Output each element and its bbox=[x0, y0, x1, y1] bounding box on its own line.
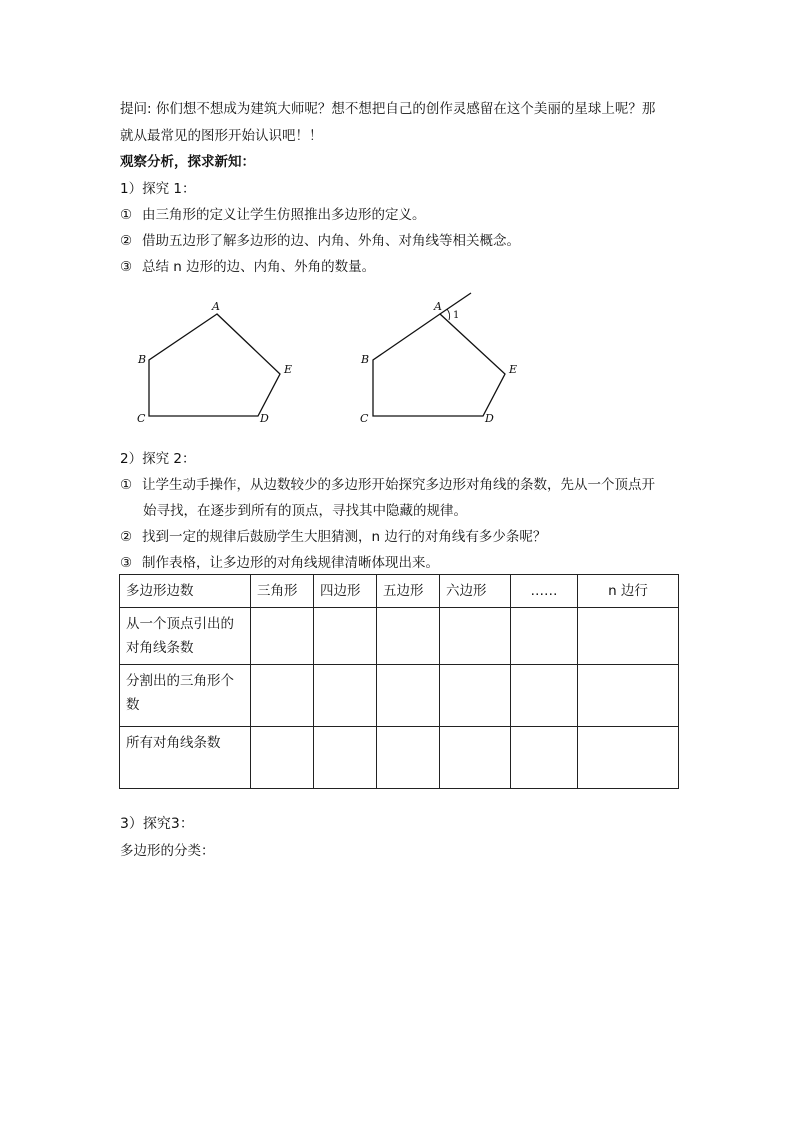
header-cell: 多边形边数 bbox=[120, 575, 251, 608]
empty-cell bbox=[440, 727, 511, 789]
section-heading: 观察分析，探求新知： bbox=[120, 154, 255, 170]
row-label-line: 数 bbox=[126, 697, 140, 713]
empty-cell bbox=[314, 665, 377, 727]
diagonal-table bbox=[119, 574, 679, 789]
angle-arc bbox=[447, 309, 450, 320]
item-mark: ② bbox=[120, 529, 133, 545]
table-row bbox=[120, 665, 679, 727]
pentagon-outline bbox=[149, 314, 280, 416]
pentagon-figure-1 bbox=[128, 292, 318, 432]
vertex-label-c: C bbox=[137, 412, 146, 425]
row-label bbox=[120, 727, 251, 789]
empty-cell bbox=[377, 608, 440, 665]
explore3-title: 3）探究3： bbox=[120, 816, 194, 832]
header-cell: …… bbox=[511, 575, 578, 608]
item-mark: ③ bbox=[120, 259, 133, 275]
row-label bbox=[120, 665, 251, 727]
explore2-item-2 bbox=[120, 528, 546, 546]
item-text: 由三角形的定义让学生仿照推出多边形的定义。 bbox=[142, 207, 426, 223]
vertex-label-e: E bbox=[284, 363, 293, 376]
explore1-item-3 bbox=[120, 258, 375, 276]
empty-cell bbox=[314, 727, 377, 789]
table-row bbox=[120, 727, 679, 789]
intro-line-1: 提问: 你们想不想成为建筑大师呢？想不想把自己的创作灵感留在这个美丽的星球上呢？那 bbox=[120, 101, 656, 117]
header-cell: 六边形 bbox=[440, 575, 511, 608]
vertex-label-e: E bbox=[509, 363, 518, 376]
empty-cell bbox=[578, 665, 679, 727]
item-text: 借助五边形了解多边形的边、内角、外角、对角线等相关概念。 bbox=[142, 233, 520, 249]
vertex-label-b: B bbox=[138, 353, 147, 366]
item-text: 找到一定的规律后鼓励学生大胆猜测，n 边行的对角线有多少条呢？ bbox=[142, 529, 547, 545]
row-label-line: 分割出的三角形个 bbox=[126, 673, 234, 689]
header-cell: 四边形 bbox=[314, 575, 377, 608]
vertex-label-c: C bbox=[360, 412, 369, 425]
item-text: 总结 n 边形的边、内角、外角的数量。 bbox=[142, 259, 376, 275]
empty-cell bbox=[314, 608, 377, 665]
header-cell: n 边行 bbox=[578, 575, 679, 608]
header-cell: 三角形 bbox=[251, 575, 314, 608]
item-mark: ③ bbox=[120, 555, 133, 571]
empty-cell bbox=[377, 665, 440, 727]
empty-cell bbox=[578, 608, 679, 665]
empty-cell bbox=[251, 608, 314, 665]
vertex-label-d: D bbox=[485, 412, 494, 425]
vertex-label-d: D bbox=[260, 412, 269, 425]
vertex-label-a: A bbox=[434, 300, 442, 313]
item-mark: ① bbox=[120, 207, 133, 223]
row-label-line: 对角线条数 bbox=[126, 640, 194, 656]
pentagon-figure-2 bbox=[350, 292, 540, 432]
explore3-subtitle: 多边形的分类： bbox=[120, 843, 215, 859]
empty-cell bbox=[377, 727, 440, 789]
table-row bbox=[120, 608, 679, 665]
explore1-item-1 bbox=[120, 206, 426, 224]
explore1-title: 1）探究 1： bbox=[120, 181, 196, 197]
item-mark: ① bbox=[120, 477, 133, 493]
item-text: 制作表格，让多边形的对角线规律清晰体现出来。 bbox=[142, 555, 439, 571]
explore1-item-2 bbox=[120, 232, 520, 250]
empty-cell bbox=[511, 608, 578, 665]
empty-cell bbox=[440, 608, 511, 665]
explore2-item-1-line-1 bbox=[120, 476, 655, 494]
vertex-label-b: B bbox=[361, 353, 370, 366]
empty-cell bbox=[251, 727, 314, 789]
empty-cell bbox=[511, 665, 578, 727]
angle-label-1: 1 bbox=[453, 310, 460, 321]
item-mark: ② bbox=[120, 233, 133, 249]
row-label bbox=[120, 608, 251, 665]
item-text: 让学生动手操作，从边数较少的多边形开始探究多边形对角线的条数，先从一个顶点开 bbox=[142, 477, 655, 493]
empty-cell bbox=[440, 665, 511, 727]
vertex-label-a: A bbox=[212, 300, 220, 313]
empty-cell bbox=[578, 727, 679, 789]
explore2-title: 2）探究 2： bbox=[120, 451, 196, 467]
explore2-item-3 bbox=[120, 554, 439, 572]
empty-cell bbox=[251, 665, 314, 727]
pentagon-outline bbox=[373, 314, 505, 416]
table-header-row bbox=[120, 575, 679, 608]
header-cell: 五边形 bbox=[377, 575, 440, 608]
empty-cell bbox=[511, 727, 578, 789]
intro-line-2: 就从最常见的图形开始认识吧！！ bbox=[120, 128, 323, 144]
row-label-line: 所有对角线条数 bbox=[126, 735, 221, 751]
row-label-line: 从一个顶点引出的 bbox=[126, 616, 234, 632]
explore2-item-1-line-2: 始寻找，在逐步到所有的顶点，寻找其中隐藏的规律。 bbox=[143, 503, 467, 519]
